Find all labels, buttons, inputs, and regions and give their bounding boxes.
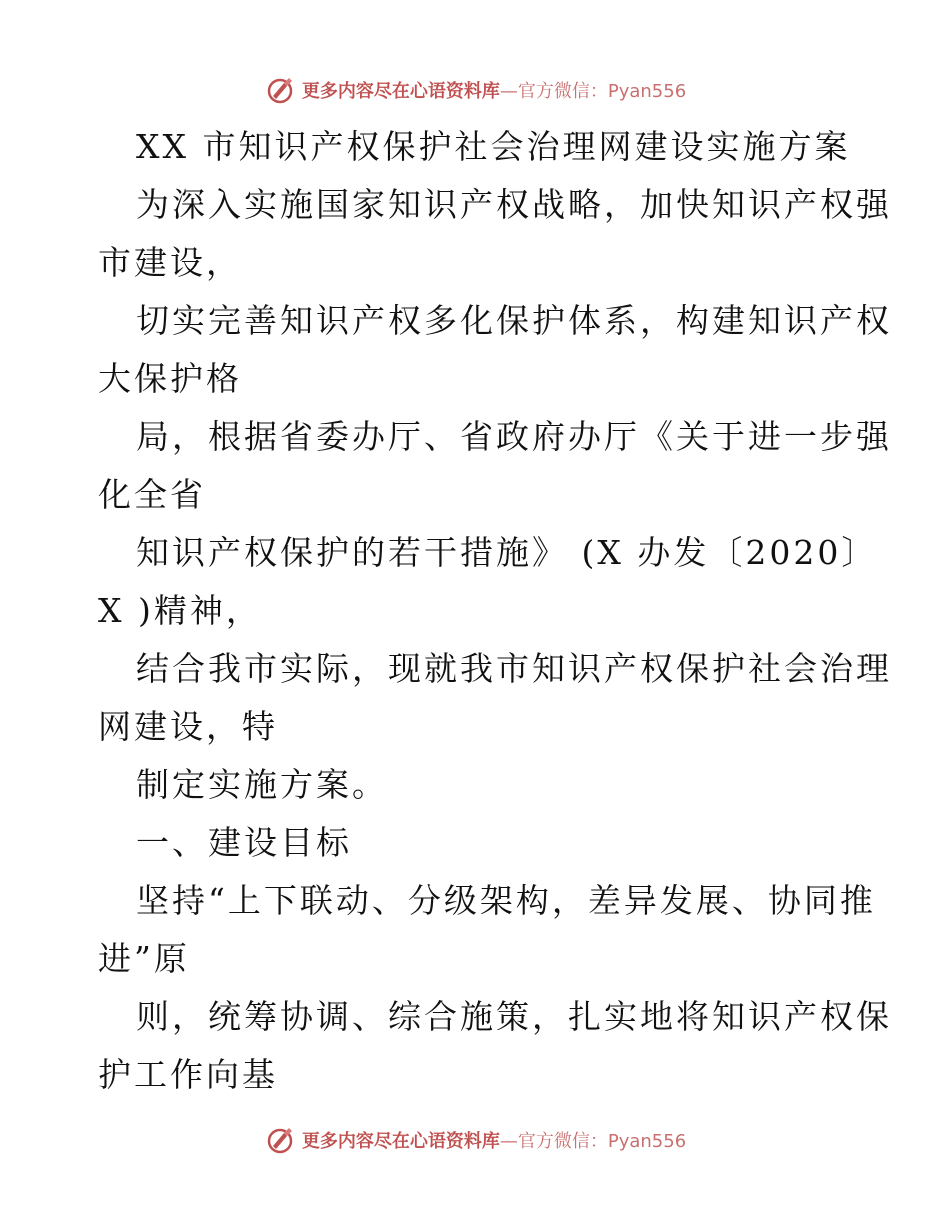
pen-logo-icon	[264, 74, 296, 106]
banner-wechat-id: Pyan556	[607, 1131, 687, 1152]
section-heading: 一、建设目标	[136, 823, 352, 862]
pen-logo-icon	[264, 1124, 296, 1156]
footer-banner	[0, 1120, 950, 1160]
paragraph-line: 知识产权保护的若干措施》 (X 办发〔2020〕	[136, 533, 878, 572]
paragraph-line: 护工作向基	[98, 1055, 278, 1094]
paragraph-line: 大保护格	[98, 359, 242, 398]
paragraph-line: 市建设，	[98, 243, 242, 282]
paragraph-line: X )精神，	[98, 591, 262, 630]
paragraph-line: 局，根据省委办厅、省政府办厅《关于进一步强	[136, 417, 892, 456]
banner-brand-text: 更多内容尽在心语资料库	[301, 81, 500, 102]
paragraph-line: 化全省	[98, 475, 206, 514]
banner-wechat-label: 官方微信：	[517, 81, 608, 102]
banner-text	[302, 1127, 686, 1153]
banner-brand-text: 更多内容尽在心语资料库	[301, 1131, 500, 1152]
paragraph-line: 为深入实施国家知识产权战略，加快知识产权强	[136, 185, 892, 224]
paragraph-line: 结合我市实际，现就我市知识产权保护社会治理	[136, 649, 892, 688]
paragraph-line: 网建设，特	[98, 707, 278, 746]
banner-wechat-id: Pyan556	[607, 81, 687, 102]
paragraph-line: 则，统筹协调、综合施策，扎实地将知识产权保	[136, 997, 892, 1036]
banner-text	[302, 77, 686, 103]
banner-separator: —	[499, 81, 518, 102]
document-body	[98, 118, 892, 1104]
paragraph-line: 坚持“上下联动、分级架构，差异发展、协同推	[136, 881, 876, 920]
header-banner	[0, 70, 950, 110]
paragraph-line: 制定实施方案。	[136, 765, 388, 804]
paragraph-line: 切实完善知识产权多化保护体系，构建知识产权	[136, 301, 892, 340]
banner-separator: —	[499, 1131, 518, 1152]
paragraph-line: 进”原	[98, 939, 190, 978]
banner-wechat-label: 官方微信：	[517, 1131, 608, 1152]
document-title: XX 市知识产权保护社会治理网建设实施方案	[136, 127, 851, 166]
